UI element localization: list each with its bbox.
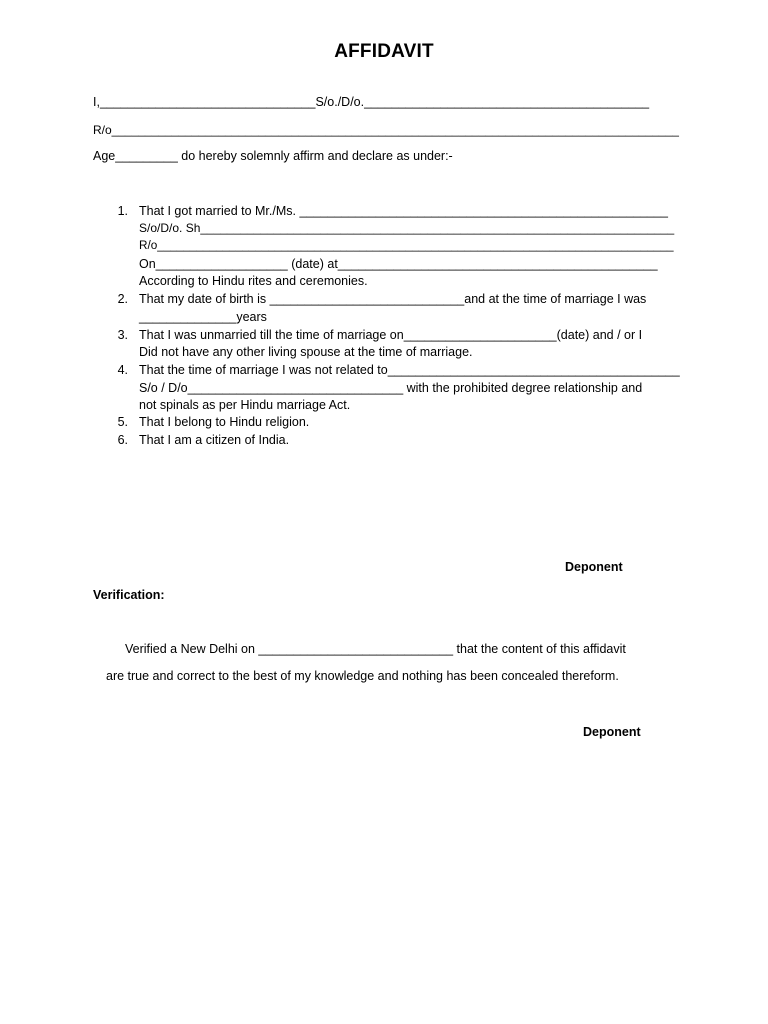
item-4-line-3: not spinals as per Hindu marriage Act. [139, 398, 351, 412]
document-title: AFFIDAVIT [334, 41, 434, 62]
item-number: 2. [117, 292, 128, 306]
item-2-line-2: ______________years [139, 310, 267, 324]
item-1-line-3: R/o_______________________________________________________________________________ [139, 239, 674, 252]
item-number: 6. [117, 433, 128, 447]
item-5-line-1: That I belong to Hindu religion. [139, 415, 310, 429]
verification-heading: Verification: [93, 588, 165, 602]
item-3-line-1: That I was unmarried till the time of marriage on______________________(date) and / or I [139, 328, 643, 342]
item-number: 3. [117, 328, 128, 342]
item-4-line-2: S/o / D/o_______________________________ with the prohibited degree relationship and [139, 381, 643, 395]
verification-line-2: are true and correct to the best of my knowledge and nothing has been concealed thereform. [106, 669, 619, 683]
item-3-line-2: Did not have any other living spouse at the time of marriage. [139, 345, 473, 359]
item-2-line-1: That my date of birth is ____________________________and at the time of marriage I was [139, 292, 647, 306]
item-1-line-4: On___________________ (date) at______________________________________________ [139, 257, 658, 271]
age-declaration-line: Age_________ do hereby solemnly affirm and declare as under:- [93, 149, 453, 163]
deponent-signature-label: Deponent [583, 725, 641, 739]
deponent-signature-label: Deponent [565, 560, 623, 574]
item-6-line-1: That I am a citizen of India. [139, 433, 290, 447]
verification-line-1: Verified a New Delhi on ____________________________ that the content of this affidavit [125, 642, 626, 656]
item-1-line-1: That I got married to Mr./Ms. _____________________________________________________ [139, 204, 668, 218]
item-number: 1. [117, 204, 128, 218]
item-number: 4. [117, 363, 128, 377]
declarant-name-line: I,_______________________________S/o./D/o._________________________________________ [93, 95, 650, 109]
residence-line: R/o_____________________________________________________________________________________ [93, 123, 679, 137]
item-1-line-2: S/o/D/o. Sh_______________________________________________________________________ [139, 221, 675, 235]
item-number: 5. [117, 415, 128, 429]
item-4-line-1: That the time of marriage I was not related to__________________________________________ [139, 363, 680, 377]
item-1-line-5: According to Hindu rites and ceremonies. [139, 274, 368, 288]
